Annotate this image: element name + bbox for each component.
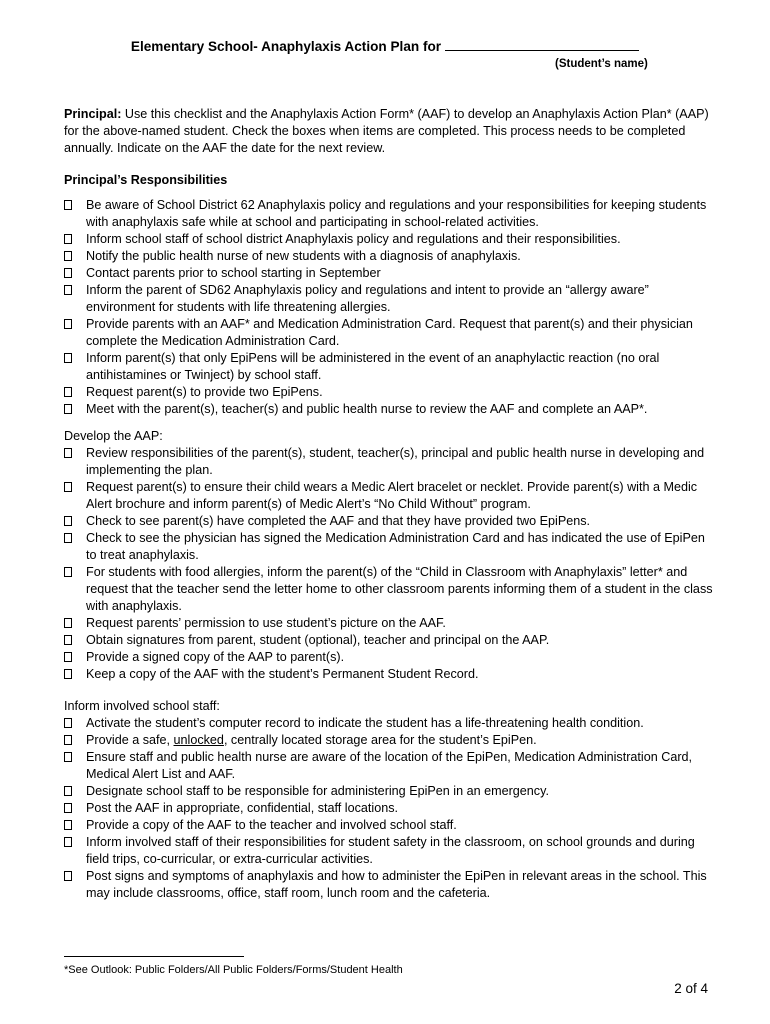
item-text: Provide parents with an AAF* and Medication Administration Card. Request that parent(s) and their physician complete the Medication Administration Card. — [86, 317, 693, 348]
item-text: Provide a safe, — [86, 733, 174, 747]
checklist-item — [64, 615, 714, 632]
student-name-blank — [445, 38, 639, 51]
item-text: Notify the public health nurse of new students with a diagnosis of anaphylaxis. — [86, 249, 521, 263]
checkbox[interactable] — [64, 200, 72, 210]
checkbox[interactable] — [64, 319, 72, 329]
checklist-item — [64, 248, 714, 265]
checklist-item — [64, 564, 714, 615]
checklist-item — [64, 868, 714, 902]
checkbox[interactable] — [64, 837, 72, 847]
item-text: Designate school staff to be responsible for administering EpiPen in an emergency. — [86, 784, 549, 798]
page-title — [0, 38, 770, 55]
intro-text: Use this checklist and the Anaphylaxis Action Form* (AAF) to develop an Anaphylaxis Action Plan* (AAP) for the above-named student. Check the boxes when items are completed. This process needs to be completed annually. Indicate on the AAF the date for the next review. — [64, 107, 709, 155]
checkbox[interactable] — [64, 718, 72, 728]
checkbox[interactable] — [64, 618, 72, 628]
checklist-item — [64, 197, 714, 231]
checklist-item — [64, 666, 714, 683]
item-text: , centrally located storage area for the student’s EpiPen. — [223, 733, 537, 747]
item-text: Request parent(s) to provide two EpiPens. — [86, 385, 323, 399]
title-text: Elementary School- Anaphylaxis Action Plan for — [130, 39, 442, 54]
item-text: Meet with the parent(s), teacher(s) and public health nurse to review the AAF and complete an AAP*. — [86, 402, 648, 416]
checkbox[interactable] — [64, 268, 72, 278]
item-text: Request parents’ permission to use student’s picture on the AAF. — [86, 616, 446, 630]
item-text: Provide a copy of the AAF to the teacher and involved school staff. — [86, 818, 457, 832]
checklist-item — [64, 479, 714, 513]
checklist-item — [64, 316, 714, 350]
page-number: 2 of 4 — [674, 981, 708, 996]
checklist-item — [64, 800, 714, 817]
item-text: Check to see parent(s) have completed the AAF and that they have provided two EpiPens. — [86, 514, 591, 528]
checklist-item — [64, 282, 714, 316]
item-text: Check to see the physician has signed the Medication Administration Card and has indicated the use of EpiPen to treat anaphylaxis. — [86, 531, 705, 562]
inform-checklist — [64, 715, 714, 902]
inform-heading: Inform involved school staff: — [64, 699, 220, 713]
checkbox[interactable] — [64, 234, 72, 244]
intro-paragraph — [64, 106, 714, 157]
item-text: Activate the student’s computer record to indicate the student has a life-threatening health condition. — [86, 716, 644, 730]
item-text: Post the AAF in appropriate, confidential, staff locations. — [86, 801, 398, 815]
checklist-item — [64, 384, 714, 401]
checkbox[interactable] — [64, 803, 72, 813]
checklist-item — [64, 783, 714, 800]
item-text: Ensure staff and public health nurse are aware of the location of the EpiPen, Medication Administration Card, Medical Alert List and AAF. — [86, 750, 693, 781]
checkbox[interactable] — [64, 251, 72, 261]
checkbox[interactable] — [64, 516, 72, 526]
item-text: Obtain signatures from parent, student (optional), teacher and principal on the AAP. — [86, 633, 550, 647]
item-text: Contact parents prior to school starting in September — [86, 266, 381, 280]
checkbox[interactable] — [64, 871, 72, 881]
item-text: Keep a copy of the AAF with the student’s Permanent Student Record. — [86, 667, 479, 681]
checklist-item — [64, 530, 714, 564]
item-text: Provide a signed copy of the AAP to parent(s). — [86, 650, 345, 664]
checklist-item — [64, 231, 714, 248]
student-name-caption: (Student’s name) — [555, 58, 648, 70]
item-text: Inform the parent of SD62 Anaphylaxis policy and regulations and intent to provide an “allergy aware” environment for students with life threatening allergies. — [86, 283, 649, 314]
principal-heading: Principal’s Responsibilities — [64, 173, 228, 187]
checklist-item — [64, 732, 714, 749]
checkbox[interactable] — [64, 735, 72, 745]
item-text: Review responsibilities of the parent(s), student, teacher(s), principal and public health nurse in developing and implementing the plan. — [86, 446, 705, 477]
develop-heading: Develop the AAP: — [64, 429, 163, 443]
checklist-item — [64, 649, 714, 666]
checkbox[interactable] — [64, 353, 72, 363]
checklist-item — [64, 350, 714, 384]
item-text: Request parent(s) to ensure their child wears a Medic Alert bracelet or necklet. Provide parent(s) with a Medic Alert brochure and inform parent(s) of Medic Alert’s “No Child Without” program. — [86, 480, 698, 511]
underlined-word: unlocked — [173, 733, 224, 747]
checklist-item — [64, 265, 714, 282]
item-text: Inform school staff of school district Anaphylaxis policy and regulations and their responsibilities. — [86, 232, 621, 246]
item-text: Inform involved staff of their responsibilities for student safety in the classroom, on school grounds and during field trips, co-curricular, or extra-curricular activities. — [86, 835, 695, 866]
checkbox[interactable] — [64, 387, 72, 397]
checklist-item — [64, 632, 714, 649]
checkbox[interactable] — [64, 567, 72, 577]
checkbox[interactable] — [64, 669, 72, 679]
checkbox[interactable] — [64, 786, 72, 796]
checkbox[interactable] — [64, 652, 72, 662]
checkbox[interactable] — [64, 404, 72, 414]
checkbox[interactable] — [64, 635, 72, 645]
item-text: For students with food allergies, inform the parent(s) of the “Child in Classroom with Anaphylaxis” letter* and request that the teacher send the letter home to other classroom parents informing them of a student in the class with anaphylaxis. — [86, 565, 713, 613]
principal-checklist — [64, 197, 714, 418]
checklist-item — [64, 817, 714, 834]
develop-checklist — [64, 445, 714, 683]
checklist-item — [64, 834, 714, 868]
checkbox[interactable] — [64, 285, 72, 295]
footnote-divider — [64, 956, 244, 957]
item-text: Be aware of School District 62 Anaphylaxis policy and regulations and your responsibilities for keeping students with anaphylaxis safe while at school and participating in school-related activities. — [86, 198, 707, 229]
checklist-item — [64, 513, 714, 530]
intro-lead: Principal: — [64, 107, 122, 121]
checkbox[interactable] — [64, 448, 72, 458]
checkbox[interactable] — [64, 820, 72, 830]
item-text: Post signs and symptoms of anaphylaxis and how to administer the EpiPen in relevant areas in the school. This may include classrooms, office, staff room, lunch room and the cafeteria. — [86, 869, 707, 900]
footnote: *See Outlook: Public Folders/All Public Folders/Forms/Student Health — [64, 964, 403, 976]
checklist-item — [64, 715, 714, 732]
checkbox[interactable] — [64, 752, 72, 762]
item-text: Inform parent(s) that only EpiPens will be administered in the event of an anaphylactic reaction (no oral antihistamines or Twinject) by school staff. — [86, 351, 660, 382]
checkbox[interactable] — [64, 533, 72, 543]
checklist-item — [64, 749, 714, 783]
checklist-item — [64, 445, 714, 479]
checkbox[interactable] — [64, 482, 72, 492]
checklist-item — [64, 401, 714, 418]
